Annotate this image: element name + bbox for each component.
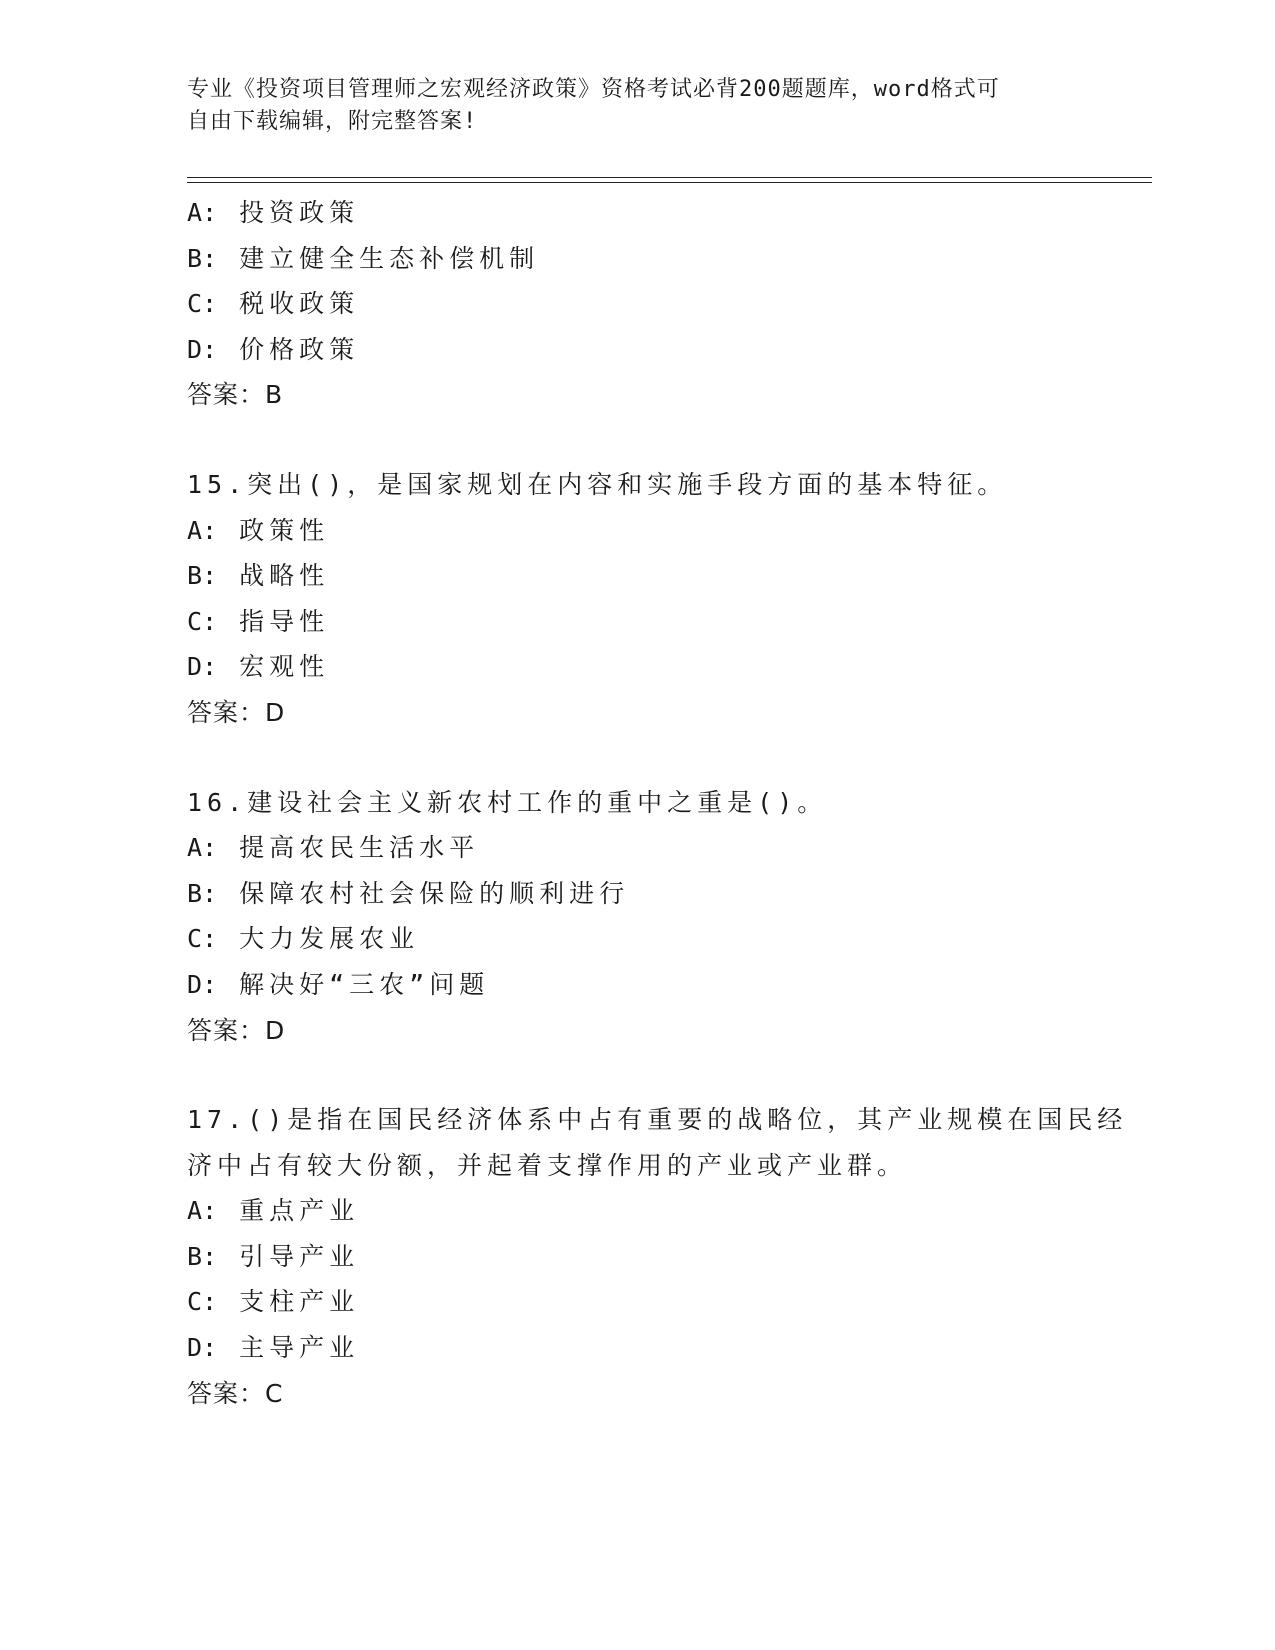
question-block-15 (187, 462, 1087, 736)
option-d: D: 宏观性 (187, 652, 330, 682)
document-header (187, 74, 1087, 138)
option-b: B: 引导产业 (187, 1241, 360, 1271)
option-c: C: 税收政策 (187, 289, 360, 319)
option-c: C: 指导性 (187, 606, 330, 636)
header-line-1: 专业《投资项目管理师之宏观经济政策》资格考试必背200题题库，word格式可 (187, 77, 1000, 102)
option-c: C: 支柱产业 (187, 1287, 360, 1317)
answer-line: 答案：C (187, 1378, 284, 1408)
option-a: A: 提高农民生活水平 (187, 833, 480, 863)
question-text-line-1: 17.()是指在国民经济体系中占有重要的战略位，其产业规模在国民经 (187, 1105, 1128, 1135)
answer-line: 答案：D (187, 1015, 286, 1045)
question-text-line-2: 济中占有较大份额，并起着支撑作用的产业或产业群。 (187, 1150, 908, 1180)
option-d: D: 主导产业 (187, 1333, 360, 1363)
option-b: B: 战略性 (187, 561, 330, 591)
question-block-16 (187, 780, 1087, 1054)
question-list (187, 190, 1128, 1460)
header-divider-top (187, 177, 1152, 178)
option-c: C: 大力发展农业 (187, 924, 420, 954)
option-a: A: 政策性 (187, 515, 330, 545)
question-text: 16.建设社会主义新农村工作的重中之重是()。 (187, 787, 828, 817)
question-text: 15.突出()，是国家规划在内容和实施手段方面的基本特征。 (187, 469, 1008, 499)
option-a: A: 重点产业 (187, 1196, 360, 1226)
answer-line: 答案：B (187, 380, 284, 410)
option-a: A: 投资政策 (187, 198, 360, 227)
question-block-17 (187, 1097, 1128, 1416)
option-b: B: 保障农村社会保险的顺利进行 (187, 878, 630, 908)
option-d: D: 解决好“三农”问题 (187, 969, 490, 999)
option-d: D: 价格政策 (187, 334, 360, 364)
option-b: B: 建立健全生态补偿机制 (187, 243, 540, 273)
answer-line: 答案：D (187, 697, 286, 727)
header-divider-bottom (187, 182, 1152, 183)
question-block-14 (187, 190, 1087, 418)
header-line-2: 自由下载编辑，附完整答案! (187, 109, 478, 134)
